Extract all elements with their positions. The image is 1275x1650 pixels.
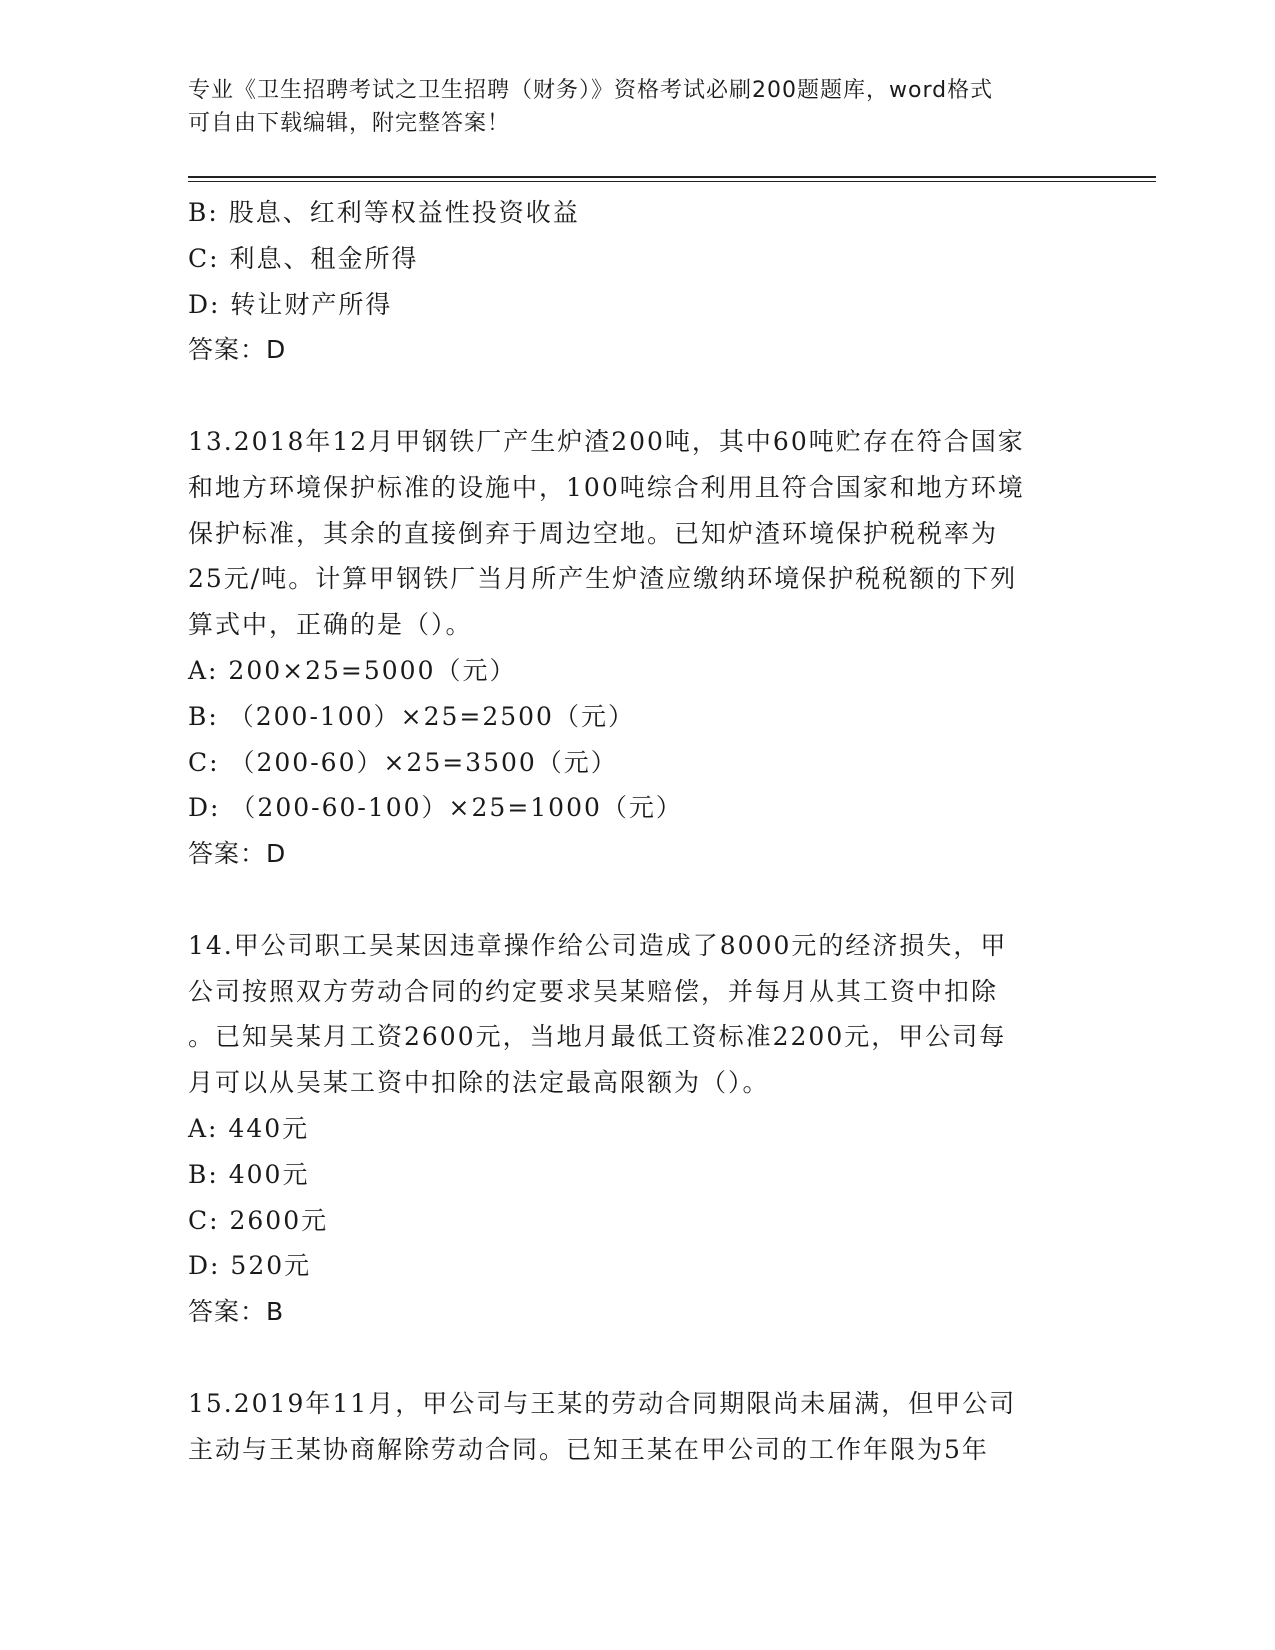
question-13	[188, 419, 1108, 877]
spacer	[188, 1335, 1108, 1381]
question-12	[188, 190, 1108, 373]
header-divider-thick	[188, 176, 1156, 178]
q13-option-b: B: （200-100）×25=2500（元）	[188, 701, 635, 731]
question-14	[188, 923, 1108, 1335]
q15-stem-line: 15.2019年11月，甲公司与王某的劳动合同期限尚未届满，但甲公司	[188, 1388, 1017, 1418]
q13-stem-line: 算式中，正确的是（）。	[188, 610, 473, 640]
q14-option-a: A: 440元	[188, 1113, 310, 1143]
q12-option-c: C: 利息、租金所得	[188, 243, 419, 273]
q14-stem-line: 。已知吴某月工资2600元，当地月最低工资标准2200元，甲公司每	[188, 1022, 1007, 1052]
q14-stem-line: 公司按照双方劳动合同的约定要求吴某赔偿，并每月从其工资中扣除	[188, 976, 999, 1006]
q13-stem-line: 13.2018年12月甲钢铁厂产生炉渣200吨，其中60吨贮存在符合国家	[188, 426, 1025, 456]
q13-stem-line: 25元/吨。计算甲钢铁厂当月所产生炉渣应缴纳环境保护税税额的下列	[188, 564, 1018, 594]
q14-option-c: C: 2600元	[188, 1205, 329, 1235]
q13-option-c: C: （200-60）×25=3500（元）	[188, 747, 618, 777]
document-header	[188, 74, 1088, 140]
q14-stem-line: 月可以从吴某工资中扣除的法定最高限额为（）。	[188, 1068, 770, 1098]
q14-answer: 答案：B	[188, 1297, 285, 1327]
header-line-1: 专业《卫生招聘考试之卫生招聘（财务）》资格考试必刷200题题库，word格式	[188, 78, 994, 103]
q12-answer: 答案：D	[188, 335, 287, 365]
q13-option-d: D: （200-60-100）×25=1000（元）	[188, 793, 683, 823]
q14-option-d: D: 520元	[188, 1251, 312, 1281]
q15-stem-line: 主动与王某协商解除劳动合同。已知王某在甲公司的工作年限为5年	[188, 1434, 989, 1464]
q13-answer: 答案：D	[188, 839, 287, 869]
spacer	[188, 373, 1108, 419]
question-15	[188, 1381, 1108, 1473]
q14-stem-line: 14.甲公司职工吴某因违章操作给公司造成了8000元的经济损失，甲	[188, 930, 1008, 960]
q12-option-b: B: 股息、红利等权益性投资收益	[188, 198, 580, 227]
q14-option-b: B: 400元	[188, 1159, 310, 1189]
q12-option-d: D: 转让财产所得	[188, 289, 393, 319]
q13-option-a: A: 200×25=5000（元）	[188, 655, 517, 685]
header-line-2: 可自由下载编辑，附完整答案！	[188, 111, 511, 136]
q13-stem-line: 和地方环境保护标准的设施中，100吨综合利用且符合国家和地方环境	[188, 472, 1025, 502]
q13-stem-line: 保护标准，其余的直接倒弃于周边空地。已知炉渣环境保护税税率为	[188, 518, 999, 548]
question-content	[188, 190, 1108, 1472]
header-divider-thin	[188, 181, 1156, 182]
spacer	[188, 877, 1108, 923]
